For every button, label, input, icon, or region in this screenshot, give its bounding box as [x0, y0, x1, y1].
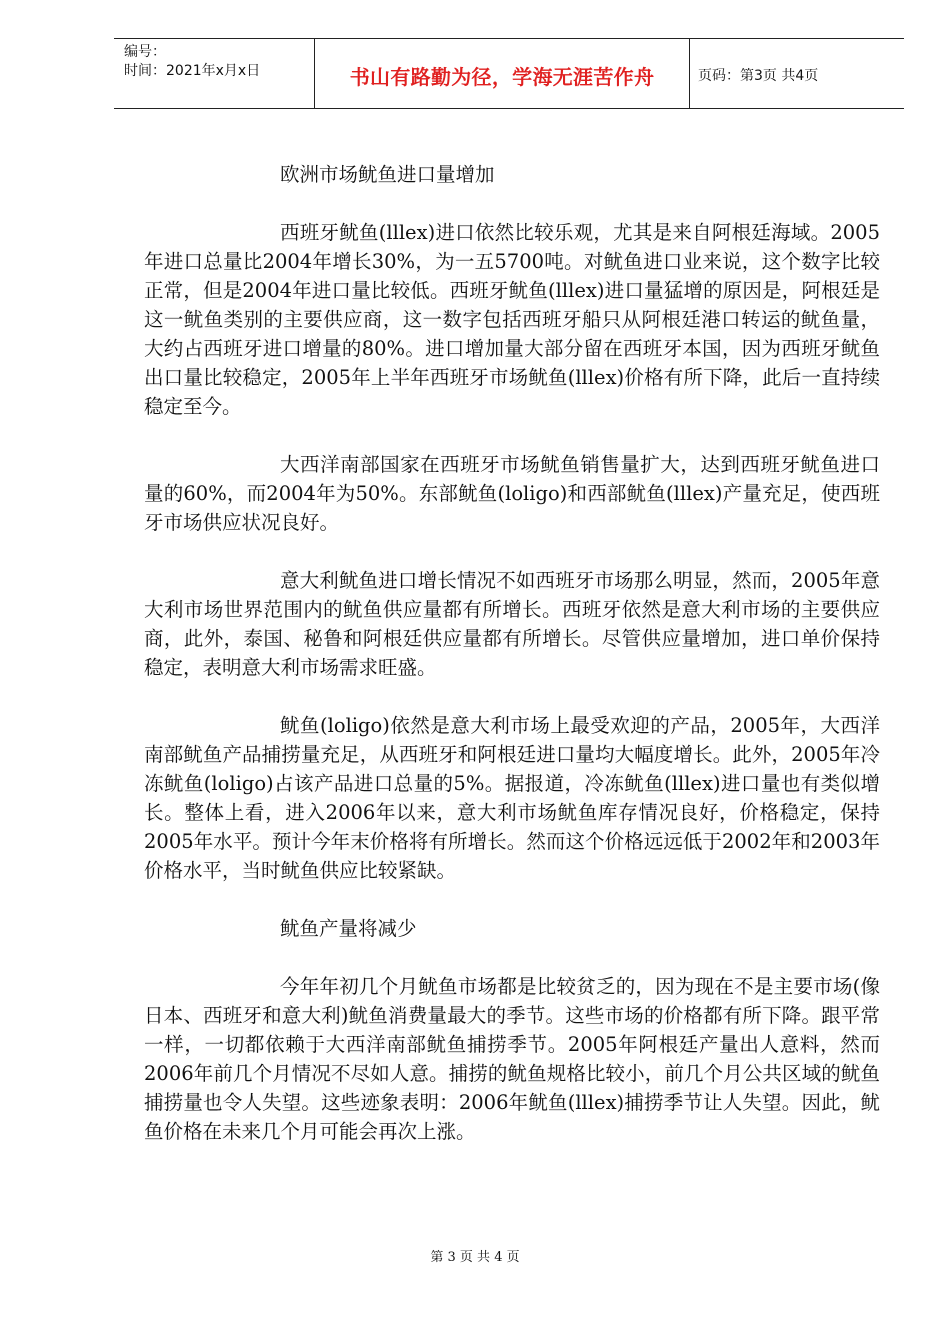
header-page-cell [690, 39, 904, 108]
paragraph-italy-imports: 意大利鱿鱼进口增长情况不如西班牙市场那么明显，然而，2005年意大利市场世界范围内的鱿鱼供应量都有所增长。西班牙依然是意大利市场的主要供应商，此外，泰国、秘鲁和阿根廷供应量都有所增长。尽管供应量增加，进口单价保持稳定，表明意大利市场需求旺盛。 [144, 569, 880, 679]
section-heading-imports: 欧洲市场鱿鱼进口量增加 [280, 163, 495, 186]
paragraph-spain-imports: 西班牙鱿鱼(lllex)进口依然比较乐观，尤其是来自阿根廷海域。2005年进口总量比2004年增长30%，为一五5700吨。对鱿鱼进口业来说，这个数字比较正常，但是2004年进口量比较低。西班牙鱿鱼(lllex)进口量猛增的原因是，阿根廷是这一鱿鱼类别的主要供应商，这一数字包括西班牙船只从阿根廷港口转运的鱿鱼量，大约占西班牙进口增量的80%。进口增加量大部分留在西班牙本国，因为西班牙鱿鱼出口量比较稳定，2005年上半年西班牙市场鱿鱼(lllex)价格有所下降，此后一直持续稳定至今。 [144, 221, 880, 418]
paragraph-loligo: 鱿鱼(loligo)依然是意大利市场上最受欢迎的产品，2005年，大西洋南部鱿鱼产品捕捞量充足，从西班牙和阿根廷进口量均大幅度增长。此外，2005年冷冻鱿鱼(loligo)占该产品进口总量的5%。据报道，冷冻鱿鱼(lllex)进口量也有类似增长。整体上看，进入2006年以来，意大利市场鱿鱼库存情况良好，价格稳定，保持2005年水平。预计今年末价格将有所增长。然而这个价格远远低于2002年和2003年价格水平，当时鱿鱼供应比较紧缺。 [144, 714, 880, 882]
document-body [144, 160, 880, 1146]
page-footer: 第 3 页 共 4 页 [430, 1250, 520, 1265]
paragraph-market-outlook: 今年年初几个月鱿鱼市场都是比较贫乏的，因为现在不是主要市场(像日本、西班牙和意大利)鱿鱼消费量最大的季节。这些市场的价格都有所下降。跟平常一样，一切都依赖于大西洋南部鱿鱼捕捞季节。2005年阿根廷产量出人意料，然而2006年前几个月情况不尽如人意。捕捞的鱿鱼规格比较小，前几个月公共区域的鱿鱼捕捞量也令人失望。这些迹象表明：2006年鱿鱼(lllex)捕捞季节让人失望。因此，鱿鱼价格在未来几个月可能会再次上涨。 [144, 975, 880, 1143]
header-motto: 书山有路勤为径，学海无涯苦作舟 [349, 65, 655, 89]
section-heading-production: 鱿鱼产量将减少 [280, 917, 417, 940]
header-motto-cell [315, 39, 690, 108]
page-header [114, 38, 904, 109]
header-meta-cell [114, 39, 315, 108]
header-page-number: 页码：第3页 共4页 [698, 68, 819, 84]
document-number-label: 编号： [124, 44, 166, 60]
document-date-label: 时间：2021年x月x日 [124, 63, 261, 79]
paragraph-south-atlantic: 大西洋南部国家在西班牙市场鱿鱼销售量扩大，达到西班牙鱿鱼进口量的60%，而2004年为50%。东部鱿鱼(loligo)和西部鱿鱼(lllex)产量充足，使西班牙市场供应状况良好。 [144, 453, 880, 534]
